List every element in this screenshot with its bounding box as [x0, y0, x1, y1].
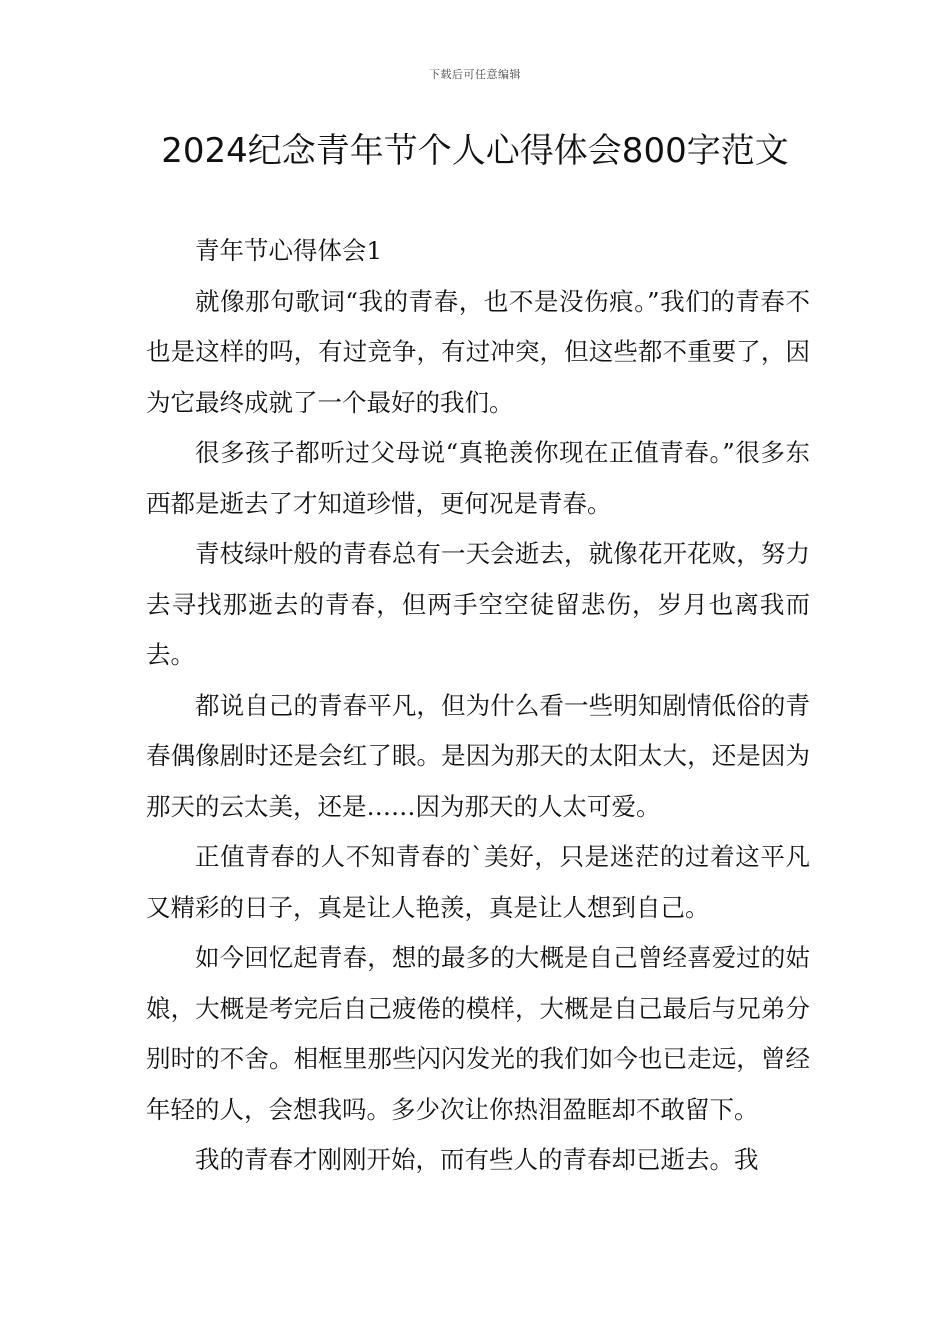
paragraph: 很多孩子都听过父母说“真艳羡你现在正值青春。”很多东西都是逝去了才知道珍惜，更何况是青春。 — [146, 438, 810, 518]
paragraph: 青枝绿叶般的青春总有一天会逝去，就像花开花败，努力去寻找那逝去的青春，但两手空空徒留悲伤，岁月也离我而去。 — [146, 539, 810, 669]
paragraph: 都说自己的青春平凡，但为什么看一些明知剧情低俗的青春偶像剧时还是会红了眼。是因为那天的太阳太大，还是因为那天的云太美，还是……因为那天的人太可爱。 — [146, 690, 810, 821]
document-body — [146, 226, 810, 1186]
section-heading: 青年节心得体会1 — [195, 236, 383, 265]
paragraph: 如今回忆起青春，想的最多的大概是自己曾经喜爱过的姑娘，大概是考完后自己疲倦的模样，大概是自己最后与兄弟分别时的不舍。相框里那些闪闪发光的我们如今也已走远，曾经年轻的人，会想我吗。多少次让你热泪盈眶却不敢留下。 — [146, 943, 810, 1124]
document-title: 2024纪念青年节个人心得体会800字范文 — [161, 131, 789, 171]
paragraph: 正值青春的人不知青春的`美好，只是迷茫的过着这平凡又精彩的日子，真是让人艳羡，真是让人想到自己。 — [146, 842, 810, 922]
page-header-note: 下载后可任意编辑 — [429, 68, 521, 81]
paragraph: 就像那句歌词“我的青春，也不是没伤痕。”我们的青春不也是这样的吗，有过竞争，有过冲突，但这些都不重要了，因为它最终成就了一个最好的我们。 — [146, 286, 810, 417]
paragraph: 我的青春才刚刚开始，而有些人的青春却已逝去。我 — [195, 1145, 759, 1174]
